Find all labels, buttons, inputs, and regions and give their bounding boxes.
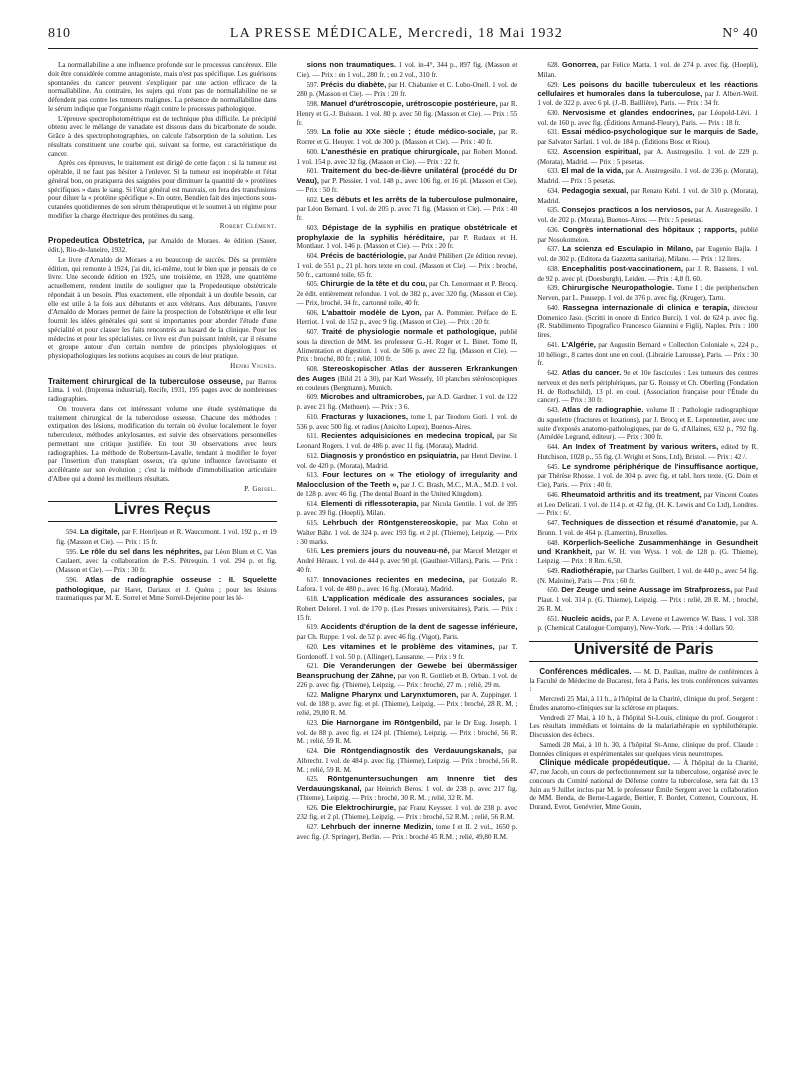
book-entry (289, 471, 518, 498)
entry-details: par Max Cohn et Walter Bähr. 1 vol. de 324 p. avec 193 fig. et 2 pl. (Thieme), Leipzig. — Prix : 30 marks. (296, 519, 518, 546)
entry-number: 636. (547, 226, 560, 234)
entry-details: par A. Austregesilo. 1 vol. de 202 p. (Morata), Buenos-Aires. — Prix : 5 pesetas. (537, 206, 759, 224)
entry-title: Manuel d'urétroscopie, urétroscopie postérieure, (320, 99, 498, 108)
book-list (289, 61, 518, 842)
entry-details: par Augustin Bernard « Collection Coloniale », 224 p., 10 héliogr., 8 cartes dont une en coul. (Librairie Larousse), Paris. — Prix : 30 fr. (537, 340, 759, 368)
book-entry (289, 252, 518, 279)
book-entry (529, 586, 758, 613)
entry-details: publié par Nosokomeion. (537, 225, 759, 244)
entry-title: Techniques de dissection et résumé d'anatomie, (561, 518, 738, 527)
entry-number: 616. (306, 548, 319, 556)
entry-details: par Ch. Lenormant et P. Brocq. 2e édit. entièrement refondue. 1 vol. de 382 p., avec 320 fig. (Masson et Cie). — Prix, broché, 34 fr., cartonné toile, 40 fr. (296, 280, 518, 307)
entry-number: 624. (306, 748, 319, 755)
entry-number: 625. (306, 776, 319, 784)
book-entry (529, 539, 758, 566)
entry-title: Stereoskopischer Atlas der äusseren Erkrankungen des Auges (296, 364, 518, 383)
entry-details: par R. Henry et G.-J. Buisson. 1 vol. 80 p. avec 50 fig. (Masson et Cie). — Prix : 55 fr. (296, 100, 518, 127)
book-entry (289, 500, 518, 519)
entry-number: 597. (306, 81, 319, 89)
book-entry (289, 413, 518, 432)
entry-number: 629. (547, 81, 560, 89)
entry-title: El mal de la vida, (561, 166, 624, 176)
entry-details: par Henri Devine. 1 vol. de 420 p. (Morata), Madrid. (296, 451, 518, 470)
book-entry (529, 245, 758, 264)
entry-title: Chirurgische Neuropathologie. (561, 283, 675, 293)
entry-title: Innovaciones recientes en medecina, (322, 574, 465, 584)
entry-number: 650. (547, 587, 560, 595)
book-entry (289, 643, 518, 662)
book-entry (529, 206, 758, 225)
entry-details: par Marcel Metzger et André Héraux. 1 vol. de 444 p. avec 90 pl. (Gauthier-Villars), Paris. — Prix : 40 fr. (296, 547, 518, 574)
entry-details: edited by R. Hutchison, 1028 p., 55 fig. (J. Wright et Sons, Ltd), Bristol. — Prix : 42 /. (537, 443, 759, 461)
book-entry (529, 148, 758, 167)
entry-title: Les débuts et les arrêts de la tuberculose pulmonaire, (320, 194, 518, 204)
entry-details: par T. Gordonoff. 1 vol. 50 p. (Allinger), Lausanne. — Prix : 9 fr. (296, 642, 518, 661)
book-entry (289, 452, 518, 471)
book-entry (289, 100, 518, 127)
book-entry (529, 128, 758, 147)
book-entry (289, 747, 518, 774)
entry-title: Dépistage de la syphilis en pratique obstétricale et prophylaxie de la syphilis héréditaire, (296, 222, 518, 242)
entry-title: Les poisons du bacille tuberculeux et les réactions cellulaires et humorales dans la tuberculose, (537, 79, 759, 99)
entry-title: Fracturas y luxaciones, (321, 411, 408, 421)
entry-number: 649. (547, 567, 560, 575)
book-entry (529, 615, 758, 634)
book-entry (529, 304, 758, 340)
entry-number: 626. (306, 804, 319, 812)
entry-details: par A. Zuppinger. 1 vol. de 188 p. avec fig. et pl. (Thieme), Leipzig. — Prix : broché, 28 R. M. ; relié, 29,80 R. M. (296, 690, 518, 717)
book-entry (289, 719, 518, 746)
entry-title: Microbes and ultramicrobes, (320, 392, 425, 402)
entry-details: par H. Chabanier et C. Lobo-Onell. 1 vol. de 280 p. (Masson et Cie). — Prix : 20 fr. (296, 80, 518, 99)
entry-title: L'application médicale des assurances sociales, (322, 594, 505, 603)
book-entry (529, 167, 758, 186)
book-entry (289, 823, 518, 842)
entry-title: Atlas du cancer. (561, 368, 622, 377)
book-entry (289, 691, 518, 718)
entry-number: 641. (547, 341, 560, 349)
entry-details: par Salvator Sarfati. 1 vol. de 184 p. (Éditions Bosc et Riou). (537, 138, 711, 146)
entry-number: 607. (306, 329, 319, 336)
entry-details: 9e et 10e fascicules : Les tumeurs des centres nerveux et des nerfs périphériques, par G. Roussy et Ch. Oberling (Fondation H. de Rothschild), 13 pl. en coul. (Association française pour l'Étude du cancer). — Prix : 30 fr. (537, 369, 759, 405)
review-heading (48, 377, 277, 404)
book-entry (48, 548, 277, 575)
signature: P. Grisel. (244, 484, 277, 493)
entry-title: Röntgenuntersuchungen am Innenre tiet des Verdauungskanal, (296, 774, 518, 793)
column-3 (529, 61, 758, 843)
review-title: Traitement chirurgical de la tuberculose osseuse, (48, 376, 243, 386)
entry-number: 646. (547, 491, 560, 499)
entry-details: (Bild 21 à 30), par Karl Wessely, 10 planches stéréoscopiques en couleurs (Bergmann), Munich. (296, 374, 518, 392)
entry-title: Maligne Pharynx und Larynxtumoren, (320, 689, 459, 699)
entry-number: 594. (66, 529, 78, 536)
entry-title: Le rôle du sel dans les néphrites, (80, 546, 202, 556)
entry-number: 615. (306, 520, 319, 527)
paragraph: On trouvera dans cet intéressant volume une étude systématique du traitement chirurgical de la tuberculose osseuse. Chacune des méthodes : extirpation des lésions, modification du terrain où évolue localement le foyer tuberculeux, méthodes ankylosantes, est suivie des observations personnelles permettant une critique justifiée. En tout 30 observations avec leurs radiographies. La méthode de Robertson-Lavalle, tendant à modifier le foyer par l'insertion d'un transplant osseux, n'a qu'une influence favorisante et accélérante sur son évolution ; c'est la méthode d'immobilisation articulaire d'Albee qui a donné les meilleurs résultats. (48, 404, 277, 483)
entry-number: 619. (306, 624, 319, 632)
entry-number: 605. (306, 281, 319, 289)
column-2 (289, 61, 518, 843)
entry-number: 606. (306, 309, 319, 317)
entry-details: par A. Austregesilo. 1 vol. de 229 p. (Morata), Madrid. — Prix : 5 pesetas. (537, 147, 759, 166)
paragraph: L'épreuve spectrophotométrique est de technique plus difficile. Le précipité obtenu avec le mélange de vanadate est dissous dans du bicarbonate de soude. Grâce à des spectrophotographies, on calcule l'absorption de la solution. Les résultats constituent une courbe qui, suivant sa forme, est caractéristique du cancer. (48, 114, 277, 158)
book-entry (529, 109, 758, 128)
entry-number: 638. (547, 265, 560, 273)
entry-number: 611. (306, 433, 319, 441)
review-meta: par Barros Lima. 1 vol. (Imprensa industrial), Recife, 1931, 195 pages avec de nombreuses radiographies. (48, 377, 277, 403)
entry-details: par Heinrich Beros. 1 vol. de 238 p. avec 217 fig. (Thieme), Leipzig. — Prix : broché, 30 R. M. ; relié, 32 R. M. (296, 785, 518, 802)
book-entry (289, 61, 518, 80)
book-list (48, 528, 277, 603)
entry-number: 651. (547, 615, 560, 623)
issue-number: N° 40 (722, 26, 758, 41)
entry-title: Atlas de radiographie osseuse : II. Squelette pathologique, (56, 574, 277, 594)
book-entry (529, 567, 758, 586)
entry-details: par Renato Kehl. 1 vol. de 310 p. (Morata), Madrid. (537, 186, 759, 205)
book-entry (529, 519, 758, 538)
entry-title: Four lectures on « The etiology of irregularity and Malocclusion of the Teeth », (296, 470, 518, 489)
book-entry (529, 226, 758, 245)
entry-number: 639. (547, 285, 560, 293)
entry-number: 635. (547, 207, 560, 215)
entry-details: par Ch. Ruppe. 1 vol. de 52 p. avec 46 fig. (Vigot), Paris. (296, 633, 459, 641)
paragraph (529, 668, 758, 694)
book-entry (529, 187, 758, 206)
entry-details: par A. Austregesilo. 1 vol. de 236 p. (Morata), Madrid. — Prix : 5 pesetas. (537, 167, 759, 185)
entry-title: Rassegna internazionale di clinica e terapia, (562, 302, 730, 312)
book-list (529, 61, 758, 633)
book-entry (289, 519, 518, 546)
paragraph (529, 759, 758, 812)
entry-number: 632. (547, 148, 560, 156)
entry-number: 627. (306, 824, 319, 831)
entry-number: 633. (547, 168, 560, 176)
entry-number: 628. (547, 62, 560, 69)
entry-details: par A. Brunn. 1 vol. de 464 p. (Lamertin), Bruxelles. (537, 519, 759, 537)
book-entry (529, 61, 758, 80)
clinic-title: Clinique médicale propédeutique. (539, 758, 670, 768)
entry-details: Tome I ; die peripherischen Nerven, par L. Puusepp. 1 vol. de 376 p. avec fig. (Kruger), Tartu. (537, 284, 759, 302)
entry-number: 601. (306, 168, 319, 176)
entry-details: par le Dr Eug. Joseph. 1 vol. de 88 p. avec fig. et 124 pl. (Thieme), Leipzig. — Prix : broché, 56 R. M. ; relié, 59 R. M. (296, 718, 518, 746)
signature: Henri Vignes. (230, 361, 277, 370)
entry-number: 645. (547, 463, 560, 471)
paragraph: Après ces épreuves, le traitement est dirigé de cette façon : si la tumeur est opérable, il ne faut pas hésiter à l'enlever. Si la tumeur est inopérable et l'état général bon, on pratiquera des saignées pour diminuer la quantité de « protéines spécifiques » dans le sang. Si l'état général est mauvais, on fera des transfusions pour diluer la « protéine spécifique ». En outre, Bendien fait des injections sous-cutanées quotidiennes de son sérum thérapeutique et le soumet à un régime pour modifier la charge électrique des protéines du sang. (48, 159, 277, 220)
entry-number: 637. (547, 246, 560, 254)
entry-number: 603. (306, 224, 319, 232)
entry-title: Die Röntgendiagnostik des Verdauungskanals, (323, 746, 504, 755)
book-entry (289, 167, 518, 194)
entry-details: par R. Rorrer et G. Heuyer. 1 vol. de 300 p. (Masson et Cie). — Prix : 40 fr. (296, 128, 518, 146)
entry-title: Le syndrome périphérique de l'insuffisance aortique, (562, 461, 758, 471)
entry-number: 595. (66, 548, 78, 556)
journal-title: LA PRESSE MÉDICALE, Mercredi, 18 Mai 1932 (229, 26, 563, 41)
conference-title: Conférences médicales. (539, 666, 632, 676)
entry-details: par Vincent Coates et Leo Delicati. 1 vol. de 114 p. et 42 fig. (H. K. Lewis and Co Ltd), Londres. — Prix : 6/. (537, 490, 759, 518)
entry-title: La folie au XXe siècle ; étude médico-sociale, (321, 127, 496, 137)
book-entry (289, 365, 518, 392)
entry-details: par J. Albert-Weil. 1 vol. de 322 p. avec 6 pl. (J.-B. Baillière), Paris. — Prix : 34 fr. (537, 90, 759, 107)
column-1 (48, 61, 277, 843)
entry-details: par Gonzalo R. Lafora. 1 vol. de 480 p., avec 16 fig. (Morata), Madrid. (296, 575, 518, 594)
book-entry (529, 491, 758, 518)
entry-number: 647. (547, 520, 560, 527)
conference-text: — M. D. Paulian, maître de conférences à la Faculté de Médecine de Bucarest, fera à Paris, les trois conférences suivantes : (529, 667, 759, 694)
entry-title: Traité de physiologie normale et pathologique, (321, 327, 497, 336)
review-heading (48, 236, 277, 255)
entry-details: par Paul Plaut. 1 vol. 314 p. (G. Thieme), Leipzig. — Prix : relié, 28 R. M. ; broché, 26 R. M. (537, 586, 759, 613)
paragraph: Mercredi 25 Mai, à 11 h., à l'hôpital de la Charité, clinique du prof. Sergent : Études anatomo-cliniques sur la sclérose en plaques. (529, 695, 759, 712)
entry-title: sions non traumatiques. (306, 61, 397, 69)
entry-details: par Robert Monod. 1 vol. 154 p. avec 32 fig. (Masson et Cie). — Prix : 22 fr. (296, 147, 518, 166)
entry-title: Radiothérapie, (561, 565, 614, 575)
entry-number: 634. (547, 187, 560, 195)
entry-details: par Nicola Gentile. 1 vol. de 395 p. avec 39 fig. (Hoepli), Milan. (296, 499, 518, 518)
entry-details: par Franz Keysser. 1 vol. de 238 p. avec 232 fig. et 2 pl. (Thieme), Leipzig. — Prix : broché, 52 R.M. ; relié, 56 R.M. (296, 803, 518, 822)
entry-title: Ascension espiritual, (562, 146, 641, 156)
entry-number: 648. (547, 539, 560, 547)
entry-details: directeur Domenico Jaso. (Scritti in onore di Enrico Burci). 1 vol. de 624 p. avec fig. (R. Stabilimento Tipografico Francesco Giannini e Figli), Naples. Prix : 100 lires. (537, 303, 759, 339)
university-title: Université de Paris (529, 641, 758, 662)
entry-title: Pedagogia sexual, (561, 185, 629, 195)
entry-title: Atlas de radiographie. (561, 405, 644, 414)
review-title: Propedeutica Obstetrica, (48, 236, 145, 246)
book-entry (529, 284, 758, 303)
book-entry (529, 81, 758, 108)
entry-number: 642. (547, 370, 560, 377)
entry-details: par Robert Delorel. 1 vol. de 170 p. (Les Presses universitaires), Paris. — Prix : 15 fr. (296, 595, 518, 622)
entry-details: par Charles Guilbert. 1 vol. de 440 p., avec 54 fig. (N. Maloine), Paris — Prix : 60 fr. (537, 566, 759, 585)
entry-title: Chirurgie de la tête et du cou, (320, 279, 428, 289)
entry-number: 630. (547, 109, 560, 117)
book-entry (529, 443, 758, 462)
entry-title: Précis de bactériologie, (320, 251, 407, 260)
entry-title: Les premiers jours du nouveau-né, (321, 546, 450, 556)
entry-title: Lehrbuch der innerne Medizin, (321, 822, 434, 831)
entry-title: L'anesthésie en pratique chirurgicale, (321, 146, 460, 156)
entry-title: Diagnosis y pronóstico en psiquiatria, (320, 450, 459, 460)
entry-title: Consejos practicos a los nerviosos, (561, 205, 693, 215)
entry-details: publié sous la direction de MM. les professeur G.-H. Roger et L. Binet. Tome II, Alimentation et digestion. 1 vol. de 506 p. avec 22 fig. (Masson et Cie). — Prix : broché, 80 fr. ; relié, 100 fr. (296, 328, 518, 364)
entry-details: par Léopold-Lévi. 1 vol. de 160 p. avec fig. (Éditions Armand-Fleury), Paris. — Prix : 18 fr. (537, 108, 759, 127)
book-entry (289, 393, 518, 412)
entry-title: L'abattoir modèle de Lyon, (321, 307, 422, 317)
entry-number: 596. (66, 576, 78, 584)
entry-details: par J. R. Bassens. 1 vol. de 92 p. avec pl. (Doesburgh), Leiden. — Prix : 4,8 fl. 60. (537, 264, 759, 283)
book-entry (289, 328, 518, 364)
entry-details: par von R. Gottlieb et B. Orban. 1 vol. de 226 p. avec fig. (Thieme), Leipzig. — Prix : broché, 27 m. ; relié, 29 m. (296, 672, 518, 689)
entry-number: 621. (306, 663, 319, 671)
entry-number: 620. (306, 643, 319, 651)
entry-details: par J. C. Brash, M.C., M.A., M.D. 1 vol. de 128 p. avec 46 fig. (The dental Board in the United Kingdom). (296, 481, 518, 498)
entry-details: par W. H. von Wyss. 1 vol. de 128 p. (G. Thieme), Leipzig. — Prix : 8 Rm. 6,50. (537, 548, 759, 565)
entry-details: par Léon Bernard. 1 vol. de 205 p. avec 71 fig. (Masson et Cie). — Prix : 40 fr. (296, 205, 518, 222)
entry-title: Die Elektrochirurgie, (321, 802, 396, 812)
entry-title: Accidents d'éruption de la dent de sagesse inférieure, (320, 622, 518, 632)
entry-number: 623. (306, 719, 319, 727)
entry-details: par A.D. Gardner. 1 vol. de 122 p. avec 21 fig. (Methuen). — Prix : 3 6. (296, 393, 518, 411)
entry-number: 608. (306, 366, 319, 373)
entry-number: 600. (306, 148, 319, 156)
entry-title: Nucleic acids, (561, 613, 613, 623)
entry-number: 609. (306, 394, 319, 402)
book-entry (289, 547, 518, 574)
book-entry (48, 576, 277, 603)
entry-title: Die Veranderungen der Gewebe bei übermässiger Beanspruchung der Zähne, (296, 661, 518, 680)
book-entry (289, 148, 518, 167)
book-entry (529, 341, 758, 368)
entry-details: par Sir Leonard Rogers. 1 vol. de 486 p. avec 11 fig. (Morata), Madrid. (296, 432, 518, 450)
entry-title: Les vitamines et le problème des vitamines, (322, 641, 495, 651)
entry-title: Die Harnorgane im Röntgenbild, (321, 717, 441, 727)
signature: Robert Clément. (219, 221, 277, 230)
entry-number: 614. (306, 500, 319, 508)
entry-number: 617. (306, 576, 319, 584)
entry-details: par Felice Marta. 1 vol. de 274 p. avec fig. (Hoepli), Milan. (537, 61, 759, 79)
book-entry (289, 775, 518, 802)
book-entry (289, 196, 518, 223)
book-entry (289, 224, 518, 251)
book-entry (289, 804, 518, 823)
book-entry (289, 309, 518, 328)
book-entry (529, 463, 758, 490)
entry-title: Körperlich-Seeliche Zusammenhänge in Gesundheit und Krankheit, (537, 537, 759, 557)
book-entry (48, 528, 277, 547)
entry-details: 1 vol. in-4°, 344 p., 897 fig. (Masson et Cie). — Prix : en 1 vol., 280 fr. ; en 2 vol., 310 fr. (296, 61, 518, 79)
book-entry (289, 128, 518, 147)
clinic-text: — À l'hôpital de la Charité, 47, rue Jacob, un cours de perfectionnement sur la tuberculose, organisé avec le concours du Comité national de Défense contre la tuberculose, sera fait du 13 Juin au 9 Juillet inclus par M. le professeur Émile Sergent avec la collaboration de MM. Benda, de Berne-Lagarde, Bertier, F. Bordet, Cottenot, Courcoux, H. Durand, Evrot, Genévrier, Mme Gouin, (529, 759, 759, 811)
entry-number: 613. (306, 472, 319, 480)
entry-number: 622. (306, 691, 319, 699)
entry-details: par Haret, Dariaux et J. Quénu ; pour les lésions traumatiques par M. E. Sorrel et Mme Sorrel-Dejerine pour les lé- (56, 585, 277, 603)
entry-details: par Eugenio Bajla. 1 vol. de 302 p. (Editora da Gazzetta sanitaria), Milano. — Prix : 12 lires. (537, 245, 758, 263)
book-entry (289, 595, 518, 622)
book-entry (289, 280, 518, 307)
book-entry (289, 81, 518, 100)
paragraph: La normallabiline a une influence profonde sur le processus cancéreux. Elle doit être considérée comme antagoniste, mais n'est pas spécifique. Les guérisons spontanées du cancer peuvent s'expliquer par une action efficace de la normallabiline. Au contraire, les sujets qui n'ont pas de normallabiline ne se défendent pas contre les tumeurs malignes. La présence de normallabiline dans le sérum indique que l'organisme réagit contre le processus pathologique. (48, 61, 277, 113)
entry-details: par P. Rudaux et H. Montlaur. 1 vol. 146 p. (Masson et Cie). — Prix : 20 fr. (296, 233, 518, 251)
review-meta: par Arnaldo de Moraes. 4e édition (Sauer, édit.), Rio-de-Janeiro, 1932. (48, 237, 277, 254)
entry-details: tome I et II. 2 vol., 1650 p. avec fig. (J. Springer), Berlin. — Prix : broché 45 R.M. ; relié, 49,80 R.M. (296, 823, 518, 841)
paragraph: Le livre d'Arnaldo de Moraes a eu beaucoup de succès. Dès sa première édition, qui remonte à 1924, j'ai dit, ici-même, tout le bien que je pensais de ce livre. Une seconde édition en 1925, une troisième, en 1928, une quatrième actuellement, rendent inutile de souligner que la Propedeutique obstétricale répondait à un besoin. Plus exactement, elle répondait à un double besoin, car elle est utile à la fois aux débutants et aux vétérans. Aux débutants, l'œuvre d'Arnaldo de Moraes permet de faire la prospection de l'obstétrique et elle leur fournit les idées générales qui sont si importantes pour aborder l'étude d'une spécialité et pour classer les faits rencontrés au hasard de la clinique. Pour les médecins et pour les spécialistes, ce livre est d'un puissant intérêt, car il résume et groupe autour d'un certain nombre de principes physiologiques et physiopathologiques les notions acquises au cours de leur pratique. (48, 255, 277, 360)
book-entry (289, 432, 518, 451)
book-entry (529, 369, 758, 405)
entry-number: 631. (547, 129, 560, 137)
entry-title: Der Zeuge und seine Aussage im Strafprozess, (561, 585, 733, 595)
entry-title: Précis du diabète, (320, 79, 387, 89)
entry-details: par Albrecht. 1 vol. de 484 p. avec fig. (Thieme), Leipzig. — Prix : broché, 56 R. M. ; relié, 59 R. M. (296, 747, 518, 774)
entry-number: 643. (547, 407, 560, 414)
entry-title: L'Algérie, (561, 339, 596, 349)
entry-number: 602. (306, 196, 319, 204)
entry-title: Rheumatoid arthritis and its treatment, (561, 489, 702, 499)
book-entry (289, 662, 518, 689)
page-number: 810 (48, 26, 71, 41)
entry-number: 610. (306, 413, 319, 421)
book-entry (529, 406, 758, 442)
entry-title: Traitement du bec-de-lièvre unilatéral (procédé du Dr Veau), (296, 166, 518, 185)
paragraph: Samedi 28 Mai, à 10 h. 30, à l'hôpital St-Anne, clinique du prof. Claude : Données cliniques et expérimentales sur quelques virus neurotropes. (529, 740, 759, 758)
section-title: Livres Reçus (48, 501, 277, 522)
entry-number: 640. (547, 304, 560, 312)
entry-number: 612. (306, 452, 319, 460)
book-entry (289, 623, 518, 642)
entry-title: Gonorrea, (561, 61, 599, 69)
entry-details: par Léon Blum et C. Van Caulaert, avec la collaboration de P.-S. Pétrequin. 1 vol. 294 p. et fig. (Masson et Cie). — Prix : 30 fr. (56, 547, 277, 574)
entry-title: La scienza ed Esculapio in Milano, (562, 244, 693, 254)
entry-number: 598. (306, 101, 319, 108)
paragraph: Vendredi 27 Mai, à 10 h., à l'hôpital St-Louis, clinique du prof. Gougerot : Les résultats immédiats et lointains de la malariathérapie en syphilothérapie. Discussion des échecs. (529, 713, 759, 739)
entry-number: 599. (306, 129, 319, 137)
entry-title: Recientes adquisiciones en medecina tropical, (321, 431, 495, 441)
entry-title: An Index of Treatment by various writers, (562, 442, 719, 451)
entry-number: 644. (547, 444, 560, 451)
entry-title: Essai médico-psychologique sur le marquis de Sade, (561, 127, 759, 137)
entry-details: par F. Henrijean et R. Waucomont. 1 vol. 192 p., et 19 fig. (Masson et Cie). — Prix : 15 fr. (56, 528, 277, 546)
entry-number: 618. (306, 596, 319, 603)
entry-title: Elementi di riflessoterapia, (320, 498, 419, 508)
entry-title: Nervosisme et glandes endocrines, (562, 107, 695, 117)
entry-number: 604. (306, 253, 319, 260)
entry-details: par A. Pommier. Préface de E. Herriot. 1 vol. de 152 p., avec 9 fig. (Masson et Cie). — Prix : 20 fr. (296, 308, 518, 327)
entry-details: volume II : Pathologie radiographique du squelette (fractures et luxations), par J. Brocq et E. Lepennetier, avec une suite d'exposés anatomo-pathologiques, par de G. d'Allaines, 632 p., 792 fig. (Amédée Legrand, éditeur). — Prix : 300 fr. (537, 406, 759, 442)
entry-details: tome I, par Teodoro Gorí. 1 vol. de 536 p. avec 500 fig. et radios (Anicéto Lopez), Buenos-Aires. (296, 412, 518, 431)
entry-title: Congrès international des hôpitaux ; rapports, (562, 224, 738, 234)
book-entry (289, 576, 518, 595)
entry-title: Encephalitis post-vaccinationem, (561, 263, 684, 273)
entry-details: par Thérèse Rhosse. 1 vol. de 304 p. avec fig. et tabl. hors texte. (G. Doin et Cie), Paris. — Prix : 40 fr. (537, 472, 759, 489)
entry-title: Lehrbuch der Röntgenstereoskopie, (322, 518, 459, 527)
columns (48, 61, 758, 843)
entry-details: par André Philibert (2e édition revue). 1 vol. de 551 p., 21 pl. hors texte en coul. (Masson et Cie). — Prix : broché, 50 fr., cartonné toile, 65 fr. (296, 252, 518, 279)
entry-title: La digitale, (79, 527, 120, 536)
page-header (48, 0, 758, 49)
book-entry (529, 265, 758, 284)
entry-details: par P. Plessier. 1 vol. 148 p., avec 106 fig. et 16 pl. (Masson et Cie). — Prix : 50 fr. (296, 177, 518, 194)
entry-details: par P. A. Levene et Lawrence W. Bass. 1 vol. 338 p. (Chemical Catalogue Company), New-York. — Prix : 4 dollars 50. (537, 614, 759, 633)
